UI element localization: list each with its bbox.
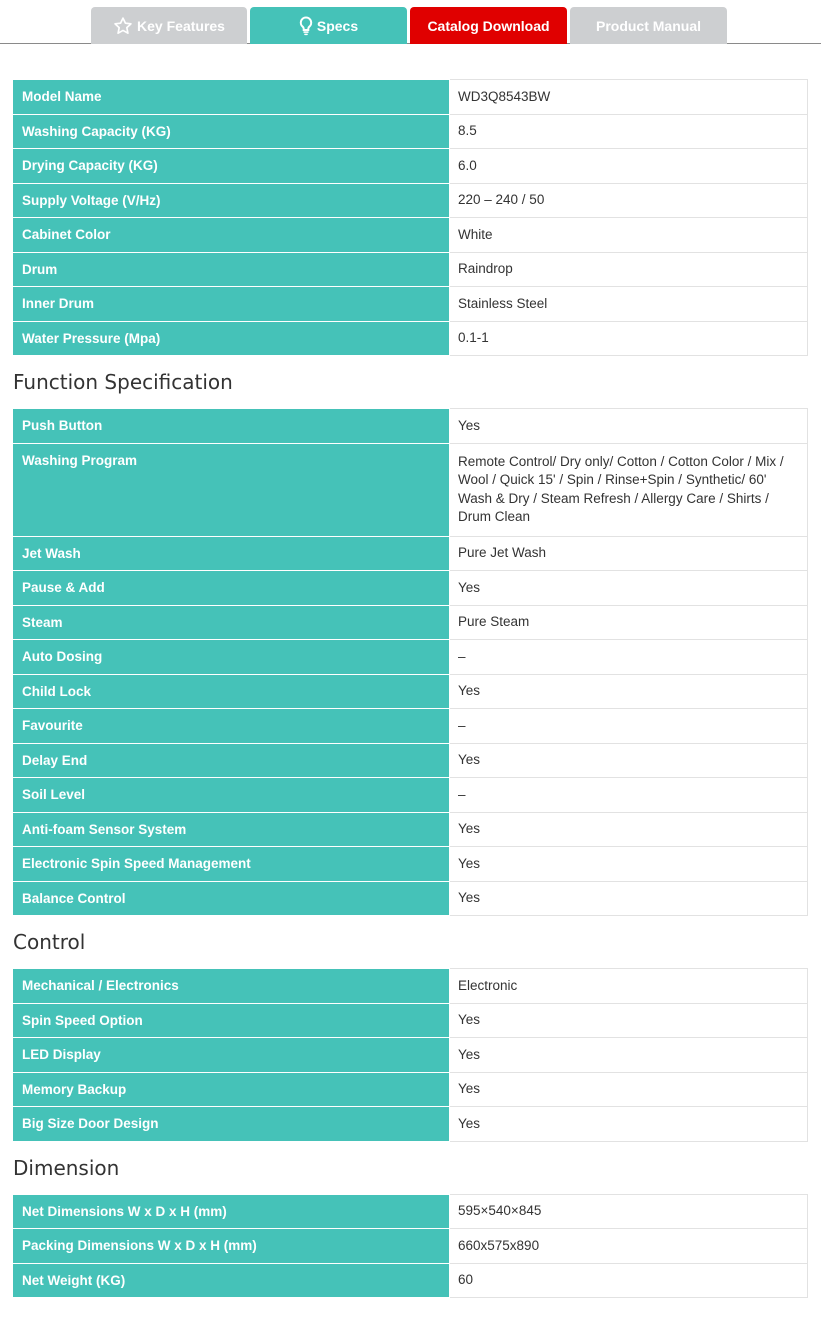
- spec-value: 660x575x890: [450, 1229, 808, 1264]
- spec-row: [14, 709, 808, 744]
- spec-label: Washing Capacity (KG): [14, 114, 450, 149]
- spec-value: Yes: [450, 1003, 808, 1038]
- spec-label: Electronic Spin Speed Management: [14, 847, 450, 882]
- spec-value: Pure Steam: [450, 605, 808, 640]
- tab-label: Specs: [316, 17, 359, 34]
- spec-table: [13, 79, 808, 356]
- tab-specs[interactable]: [250, 7, 407, 44]
- spec-label: Water Pressure (Mpa): [14, 321, 450, 356]
- spec-label: Cabinet Color: [14, 218, 450, 253]
- spec-label: Auto Dosing: [14, 640, 450, 675]
- spec-row: [14, 881, 808, 916]
- star-icon: [113, 16, 133, 36]
- spec-value: 60: [450, 1263, 808, 1298]
- section-title: Function Specification: [13, 370, 233, 394]
- spec-value: Pure Jet Wash: [450, 536, 808, 571]
- spec-row: [14, 443, 808, 536]
- spec-label: Net Weight (KG): [14, 1263, 450, 1298]
- spec-value: 595×540×845: [450, 1194, 808, 1229]
- spec-row: [14, 1072, 808, 1107]
- specs-content: [13, 79, 808, 1298]
- section-title: Control: [13, 930, 86, 954]
- spec-row: [14, 847, 808, 882]
- spec-row: [14, 1038, 808, 1073]
- spec-row: [14, 571, 808, 606]
- spec-label: Spin Speed Option: [14, 1003, 450, 1038]
- spec-table: [13, 968, 808, 1142]
- spec-row: [14, 1229, 808, 1264]
- spec-label: LED Display: [14, 1038, 450, 1073]
- spec-label: Supply Voltage (V/Hz): [14, 183, 450, 218]
- spec-value: Yes: [450, 743, 808, 778]
- spec-value: Yes: [450, 1107, 808, 1142]
- spec-label: Child Lock: [14, 674, 450, 709]
- spec-label: Jet Wash: [14, 536, 450, 571]
- spec-value: –: [450, 709, 808, 744]
- spec-row: [14, 252, 808, 287]
- tab-key-features[interactable]: [91, 7, 247, 44]
- tab-catalog-download[interactable]: [410, 7, 567, 44]
- spec-row: [14, 605, 808, 640]
- spec-label: Mechanical / Electronics: [14, 969, 450, 1004]
- spec-row: [14, 183, 808, 218]
- spec-row: [14, 674, 808, 709]
- spec-label: Drying Capacity (KG): [14, 149, 450, 184]
- spec-value: Yes: [450, 812, 808, 847]
- spec-value: Stainless Steel: [450, 287, 808, 322]
- spec-row: [14, 1263, 808, 1298]
- spec-value: Yes: [450, 571, 808, 606]
- spec-label: Inner Drum: [14, 287, 450, 322]
- spec-value: Yes: [450, 1072, 808, 1107]
- spec-row: [14, 743, 808, 778]
- spec-value: 8.5: [450, 114, 808, 149]
- section-title: Dimension: [13, 1155, 120, 1180]
- spec-label: Big Size Door Design: [14, 1107, 450, 1142]
- spec-table: [13, 408, 808, 916]
- spec-row: [14, 1003, 808, 1038]
- spec-value: Electronic: [450, 969, 808, 1004]
- spec-value: 0.1-1: [450, 321, 808, 356]
- spec-value: Yes: [450, 1038, 808, 1073]
- spec-value: Yes: [450, 674, 808, 709]
- spec-value: White: [450, 218, 808, 253]
- spec-value: –: [450, 778, 808, 813]
- spec-row: [14, 1107, 808, 1142]
- spec-row: [14, 1194, 808, 1229]
- spec-label: Drum: [14, 252, 450, 287]
- spec-value: 6.0: [450, 149, 808, 184]
- spec-label: Memory Backup: [14, 1072, 450, 1107]
- spec-label: Pause & Add: [14, 571, 450, 606]
- tab-label: Product Manual: [595, 17, 701, 34]
- spec-label: Anti-foam Sensor System: [14, 812, 450, 847]
- spec-label: Model Name: [14, 80, 450, 115]
- spec-value: Yes: [450, 409, 808, 444]
- spec-value: Yes: [450, 847, 808, 882]
- spec-value: Yes: [450, 881, 808, 916]
- spec-label: Washing Program: [14, 443, 450, 536]
- spec-row: [14, 80, 808, 115]
- tab-label: Key Features: [137, 17, 225, 34]
- spec-value: Remote Control/ Dry only/ Cotton / Cotton Color / Mix / Wool / Quick 15' / Spin / Rinse+Spin / Synthetic/ 60' Wash & Dry / Steam Refresh / Allergy Care / Shirts / Drum Clean: [450, 443, 808, 536]
- spec-row: [14, 409, 808, 444]
- spec-row: [14, 114, 808, 149]
- spec-label: Steam: [14, 605, 450, 640]
- spec-row: [14, 287, 808, 322]
- spec-label: Push Button: [14, 409, 450, 444]
- spec-label: Balance Control: [14, 881, 450, 916]
- lightbulb-icon: [299, 16, 313, 36]
- spec-value: 220 – 240 / 50: [450, 183, 808, 218]
- spec-row: [14, 321, 808, 356]
- spec-value: WD3Q8543BW: [450, 80, 808, 115]
- tab-bar: [0, 0, 821, 44]
- spec-row: [14, 812, 808, 847]
- spec-value: Raindrop: [450, 252, 808, 287]
- spec-label: Delay End: [14, 743, 450, 778]
- spec-label: Favourite: [14, 709, 450, 744]
- spec-row: [14, 149, 808, 184]
- spec-table: [13, 1194, 808, 1299]
- spec-value: –: [450, 640, 808, 675]
- spec-label: Packing Dimensions W x D x H (mm): [14, 1229, 450, 1264]
- spec-row: [14, 218, 808, 253]
- spec-row: [14, 778, 808, 813]
- tab-label: Catalog Download: [427, 17, 550, 34]
- spec-row: [14, 536, 808, 571]
- spec-row: [14, 969, 808, 1004]
- tab-product-manual[interactable]: [570, 7, 727, 44]
- spec-label: Soil Level: [14, 778, 450, 813]
- spec-row: [14, 640, 808, 675]
- spec-label: Net Dimensions W x D x H (mm): [14, 1194, 450, 1229]
